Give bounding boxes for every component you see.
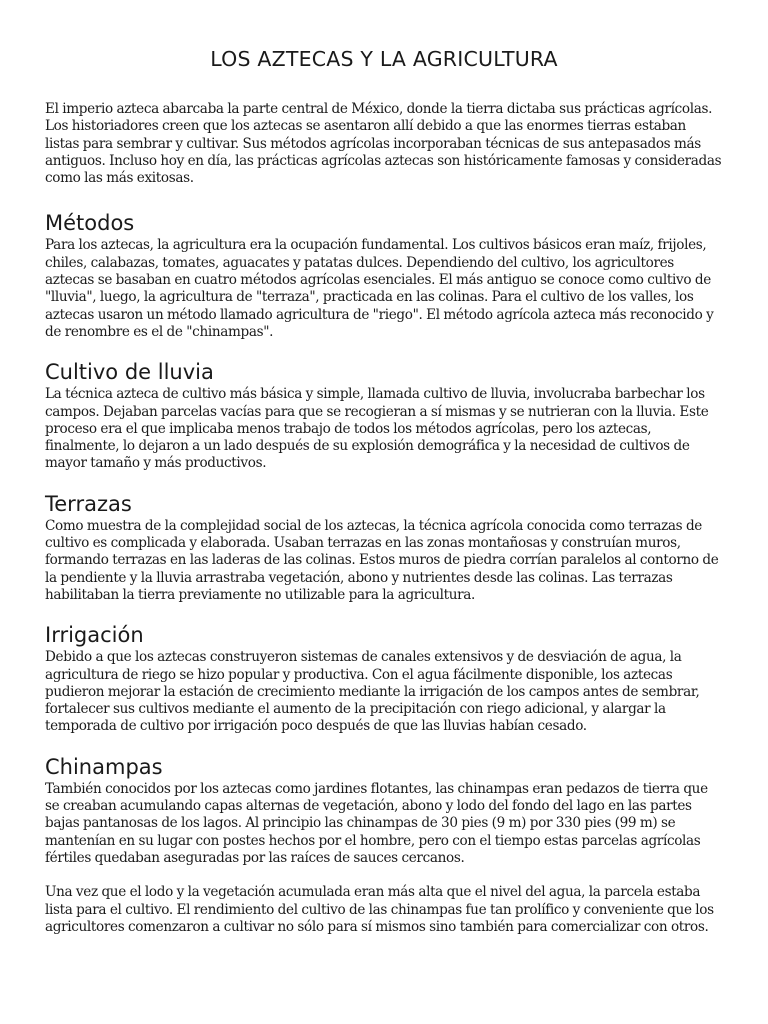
section-heading: Chinampas	[45, 754, 163, 779]
section-paragraph: Como muestra de la complejidad social de los aztecas, la técnica agrícola conocida como terrazas de cultivo es complicada y elaborada. Usaban terrazas en las zonas montañosas y construían muros, formando terrazas en las laderas de las colinas. Estos muros de piedra corrían paralelos al contorno de la pendiente y la lluvia arrastraba vegetación, abono y nutrientes desde las colinas. Las terrazas habilitaban la tierra previamente no utilizable para la agricultura.	[45, 517, 719, 603]
document-page	[45, 44, 723, 954]
section-paragraph: La técnica azteca de cultivo más básica y simple, llamada cultivo de lluvia, involucraba barbechar los campos. Dejaban parcelas vacías para que se recogieran a sí mismas y se nutrieran con la lluvia. Este proceso era el que implicaba menos trabajo de todos los métodos agrícolas, pero los aztecas, finalmente, lo dejaron a un lado después de su explosión demográfica y la necesidad de cultivos de mayor tamaño y más productivos.	[45, 386, 709, 472]
section-heading: Métodos	[45, 211, 135, 236]
section-irrigacion	[45, 622, 723, 735]
section-paragraph: Una vez que el lodo y la vegetación acumulada eran más alta que el nivel del agua, la parcela estaba lista para el cultivo. El rendimiento del cultivo de las chinampas fue tan prolífico y conveniente que los agricultores comenzaron a cultivar no sólo para sí mismos sino también para comercializar con otros.	[45, 884, 714, 935]
section-metodos	[45, 210, 723, 341]
section-heading: Terrazas	[45, 491, 132, 516]
section-cultivo-de-lluvia	[45, 359, 723, 472]
section-terrazas	[45, 491, 723, 604]
section-heading: Irrigación	[45, 623, 144, 648]
section-paragraph: También conocidos por los aztecas como jardines flotantes, las chinampas eran pedazos de tierra que se creaban acumulando capas alternas de vegetación, abono y lodo del fondo del lago en las partes bajas pantanosas de los lagos. Al principio las chinampas de 30 pies (9 m) por 330 pies (99 m) se mantenían en su lugar con postes hechos por el hombre, pero con el tiempo estas parcelas agrícolas fértiles quedaban aseguradas por las raíces de sauces cercanos.	[45, 780, 708, 866]
section-paragraph: Debido a que los aztecas construyeron sistemas de canales extensivos y de desviación de agua, la agricultura de riego se hizo popular y productiva. Con el agua fácilmente disponible, los aztecas pudieron mejorar la estación de crecimiento mediante la irrigación de los campos antes de sembrar, fortalecer sus cultivos mediante el aumento de la precipitación con riego adicional, y alargar la temporada de cultivo por irrigación poco después de que las lluvias habían cesado.	[45, 649, 700, 735]
section-chinampas	[45, 754, 723, 936]
section-paragraph: Para los aztecas, la agricultura era la ocupación fundamental. Los cultivos básicos eran maíz, frijoles, chiles, calabazas, tomates, aguacates y patatas dulces. Dependiendo del cultivo, los agricultores aztecas se basaban en cuatro métodos agrícolas esenciales. El más antiguo se conoce como cultivo de "lluvia", luego, la agricultura de "terraza", practicada en las colinas. Para el cultivo de los valles, los aztecas usaron un método llamado agricultura de "riego". El método agrícola azteca más reconocido y de renombre es el de "chinampas".	[45, 237, 714, 340]
intro-paragraph: El imperio azteca abarcaba la parte central de México, donde la tierra dictaba sus prácticas agrícolas. Los historiadores creen que los aztecas se asentaron allí debido a que las enormes tierras estaban listas para sembrar y cultivar. Sus métodos agrícolas incorporaban técnicas de sus antepasados más antiguos. Incluso hoy en día, las prácticas agrícolas aztecas son históricamente famosas y consideradas como las más exitosas.	[45, 101, 722, 187]
section-heading: Cultivo de lluvia	[45, 360, 214, 385]
page-title: LOS AZTECAS Y LA AGRICULTURA	[210, 47, 558, 71]
